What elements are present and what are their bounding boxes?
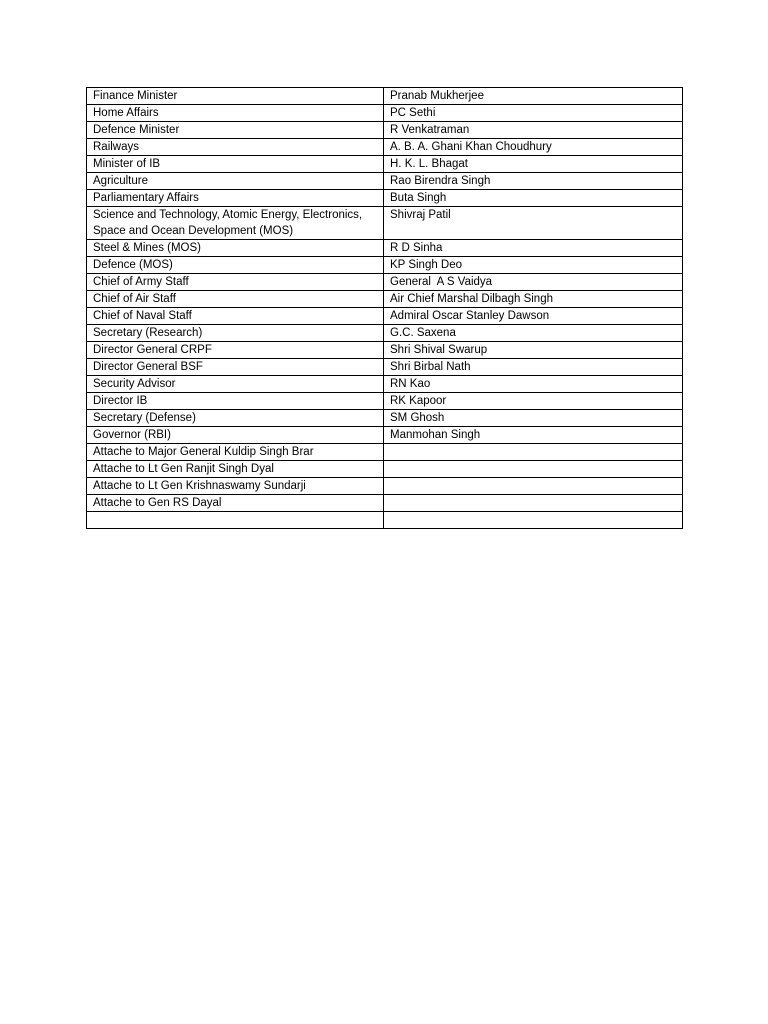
name-cell: H. K. L. Bhagat [384,156,683,173]
role-cell: Secretary (Research) [87,325,384,342]
role-cell: Minister of IB [87,156,384,173]
table-row [87,122,683,139]
table-row [87,88,683,105]
name-cell: Shri Shival Swarup [384,342,683,359]
table-row [87,139,683,156]
name-cell: G.C. Saxena [384,325,683,342]
role-cell: Defence (MOS) [87,257,384,274]
role-cell: Science and Technology, Atomic Energy, Electronics, Space and Ocean Development (MOS) [87,207,384,240]
table-row [87,342,683,359]
role-cell: Chief of Army Staff [87,274,384,291]
table-row [87,478,683,495]
role-cell: Attache to Gen RS Dayal [87,495,384,512]
name-cell: R D Sinha [384,240,683,257]
name-cell: Pranab Mukherjee [384,88,683,105]
name-cell: SM Ghosh [384,410,683,427]
name-cell: A. B. A. Ghani Khan Choudhury [384,139,683,156]
name-cell: KP Singh Deo [384,257,683,274]
table-row [87,444,683,461]
role-cell: Attache to Lt Gen Krishnaswamy Sundarji [87,478,384,495]
name-cell: Manmohan Singh [384,427,683,444]
name-cell [384,478,683,495]
table-row [87,207,683,240]
table-row [87,308,683,325]
name-cell: Air Chief Marshal Dilbagh Singh [384,291,683,308]
role-cell: Steel & Mines (MOS) [87,240,384,257]
role-cell: Director General CRPF [87,342,384,359]
name-cell: R Venkatraman [384,122,683,139]
table-row [87,393,683,410]
name-cell: RK Kapoor [384,393,683,410]
role-cell: Agriculture [87,173,384,190]
role-cell: Director General BSF [87,359,384,376]
name-cell: Shri Birbal Nath [384,359,683,376]
name-cell: Shivraj Patil [384,207,683,240]
table-row [87,257,683,274]
name-cell: Rao Birendra Singh [384,173,683,190]
table-row [87,376,683,393]
table-row [87,512,683,529]
name-cell: RN Kao [384,376,683,393]
role-cell: Chief of Naval Staff [87,308,384,325]
name-cell: Admiral Oscar Stanley Dawson [384,308,683,325]
table-row [87,410,683,427]
table-row [87,240,683,257]
table-row [87,105,683,122]
table-row [87,156,683,173]
role-cell [87,512,384,529]
name-cell [384,444,683,461]
role-cell: Chief of Air Staff [87,291,384,308]
officials-table [86,87,683,529]
table-row [87,291,683,308]
table-row [87,173,683,190]
role-cell: Home Affairs [87,105,384,122]
name-cell [384,495,683,512]
name-cell: General A S Vaidya [384,274,683,291]
table-row [87,190,683,207]
name-cell: Buta Singh [384,190,683,207]
officials-table-body [87,88,683,529]
role-cell: Defence Minister [87,122,384,139]
table-row [87,359,683,376]
table-row [87,461,683,478]
role-cell: Director IB [87,393,384,410]
role-cell: Finance Minister [87,88,384,105]
table-row [87,495,683,512]
name-cell [384,512,683,529]
name-cell [384,461,683,478]
role-cell: Security Advisor [87,376,384,393]
name-cell: PC Sethi [384,105,683,122]
role-cell: Parliamentary Affairs [87,190,384,207]
role-cell: Secretary (Defense) [87,410,384,427]
role-cell: Attache to Major General Kuldip Singh Brar [87,444,384,461]
role-cell: Attache to Lt Gen Ranjit Singh Dyal [87,461,384,478]
role-cell: Governor (RBI) [87,427,384,444]
table-row [87,427,683,444]
table-row [87,274,683,291]
role-cell: Railways [87,139,384,156]
table-row [87,325,683,342]
